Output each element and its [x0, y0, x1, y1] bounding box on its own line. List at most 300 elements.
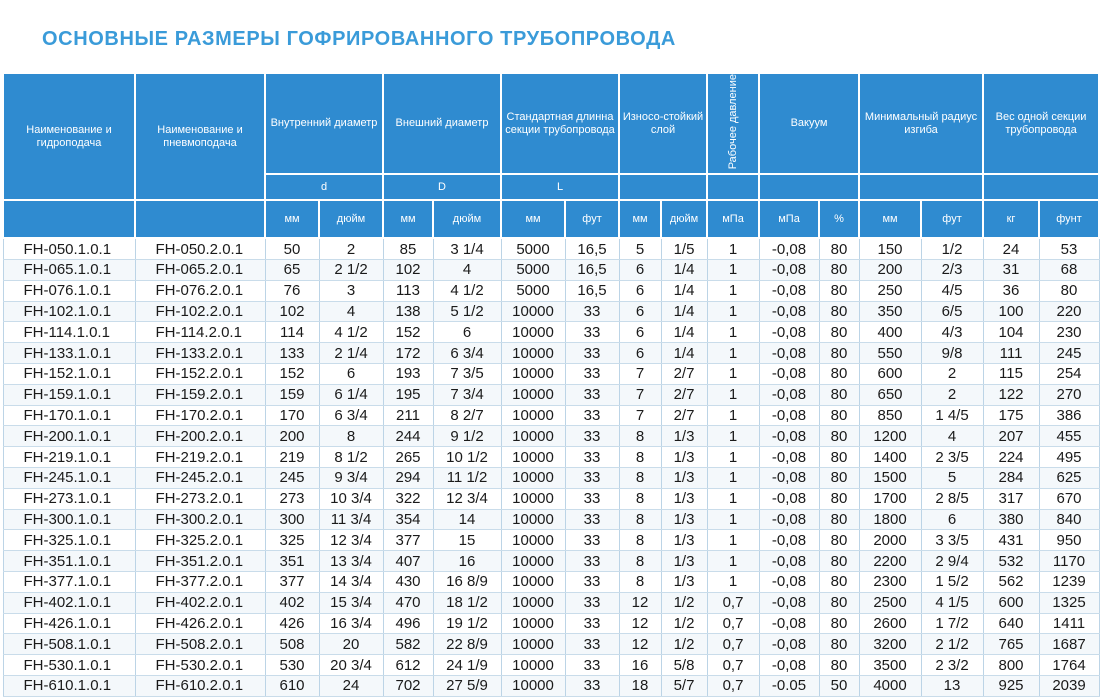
value-cell: 33: [565, 551, 619, 572]
value-cell: 80: [819, 322, 859, 343]
model-cell: FH-102.2.0.1: [135, 301, 265, 322]
table-row: [3, 364, 1099, 385]
model-cell: FH-065.1.0.1: [3, 260, 135, 281]
value-cell: 351: [265, 551, 319, 572]
value-cell: 200: [265, 426, 319, 447]
value-cell: 1 7/2: [921, 613, 983, 634]
value-cell: 4: [921, 426, 983, 447]
value-cell: 470: [383, 592, 433, 613]
value-cell: 0,7: [707, 592, 759, 613]
value-cell: 4/5: [921, 280, 983, 301]
value-cell: 6: [619, 343, 661, 364]
symbol-empty: [759, 174, 859, 200]
value-cell: 1/2: [921, 238, 983, 259]
value-cell: 612: [383, 655, 433, 676]
value-cell: 80: [819, 238, 859, 259]
value-cell: 24 1/9: [433, 655, 501, 676]
value-cell: 3 1/4: [433, 238, 501, 259]
value-cell: 530: [265, 655, 319, 676]
value-cell: 2/7: [661, 364, 707, 385]
value-cell: 377: [383, 530, 433, 551]
value-cell: 2039: [1039, 676, 1099, 697]
value-cell: 33: [565, 509, 619, 530]
value-cell: 18: [619, 676, 661, 697]
model-cell: FH-114.1.0.1: [3, 322, 135, 343]
value-cell: 2600: [859, 613, 921, 634]
value-cell: 1 5/2: [921, 572, 983, 593]
unit-cell-empty: [3, 200, 135, 238]
value-cell: 33: [565, 488, 619, 509]
unit-cell: кг: [983, 200, 1039, 238]
value-cell: 10000: [501, 530, 565, 551]
value-cell: 1: [707, 405, 759, 426]
model-cell: FH-508.1.0.1: [3, 634, 135, 655]
value-cell: 15: [433, 530, 501, 551]
value-cell: 254: [1039, 364, 1099, 385]
value-cell: 10000: [501, 509, 565, 530]
unit-cell: мм: [859, 200, 921, 238]
value-cell: 80: [819, 364, 859, 385]
value-cell: 2/3: [921, 260, 983, 281]
value-cell: 6/5: [921, 301, 983, 322]
value-cell: 10000: [501, 488, 565, 509]
value-cell: 1/3: [661, 488, 707, 509]
unit-cell: мм: [501, 200, 565, 238]
value-cell: 18 1/2: [433, 592, 501, 613]
model-cell: FH-245.2.0.1: [135, 468, 265, 489]
value-cell: 496: [383, 613, 433, 634]
header-row-units: [3, 200, 1099, 238]
value-cell: 2 3/5: [921, 447, 983, 468]
value-cell: 172: [383, 343, 433, 364]
value-cell: 1170: [1039, 551, 1099, 572]
value-cell: 85: [383, 238, 433, 259]
value-cell: 1: [707, 551, 759, 572]
table-row: [3, 572, 1099, 593]
value-cell: 1325: [1039, 592, 1099, 613]
table-row: [3, 426, 1099, 447]
value-cell: 80: [819, 405, 859, 426]
value-cell: 33: [565, 447, 619, 468]
value-cell: 12 3/4: [319, 530, 383, 551]
value-cell: -0,08: [759, 405, 819, 426]
value-cell: 195: [383, 384, 433, 405]
value-cell: 33: [565, 468, 619, 489]
value-cell: 5: [619, 238, 661, 259]
value-cell: 4 1/2: [319, 322, 383, 343]
table-row: [3, 655, 1099, 676]
model-cell: FH-076.1.0.1: [3, 280, 135, 301]
value-cell: 80: [819, 468, 859, 489]
value-cell: 68: [1039, 260, 1099, 281]
value-cell: 6: [619, 260, 661, 281]
value-cell: 950: [1039, 530, 1099, 551]
model-cell: FH-300.2.0.1: [135, 509, 265, 530]
value-cell: 224: [983, 447, 1039, 468]
model-cell: FH-219.2.0.1: [135, 447, 265, 468]
page-title: ОСНОВНЫЕ РАЗМЕРЫ ГОФРИРОВАННОГО ТРУБОПРОВОДА: [42, 28, 676, 50]
value-cell: 325: [265, 530, 319, 551]
model-cell: FH-402.2.0.1: [135, 592, 265, 613]
value-cell: 640: [983, 613, 1039, 634]
unit-cell: мПа: [707, 200, 759, 238]
value-cell: 8: [619, 572, 661, 593]
table-row: [3, 238, 1099, 259]
model-cell: FH-325.2.0.1: [135, 530, 265, 551]
symbol-D: D: [383, 174, 501, 200]
value-cell: 1: [707, 426, 759, 447]
value-cell: 115: [983, 364, 1039, 385]
value-cell: 2: [319, 238, 383, 259]
value-cell: 284: [983, 468, 1039, 489]
value-cell: 10000: [501, 447, 565, 468]
value-cell: 670: [1039, 488, 1099, 509]
value-cell: 4000: [859, 676, 921, 697]
symbol-empty: [983, 174, 1099, 200]
value-cell: 1/3: [661, 551, 707, 572]
value-cell: 14 3/4: [319, 572, 383, 593]
value-cell: 200: [859, 260, 921, 281]
value-cell: 10000: [501, 426, 565, 447]
value-cell: 50: [265, 238, 319, 259]
header-working-pressure-label: Рабочее давление: [726, 74, 739, 170]
value-cell: 10000: [501, 551, 565, 572]
value-cell: -0,08: [759, 488, 819, 509]
table-row: [3, 405, 1099, 426]
value-cell: 7 3/5: [433, 364, 501, 385]
value-cell: 15 3/4: [319, 592, 383, 613]
dimensions-table: [2, 72, 1100, 697]
value-cell: 407: [383, 551, 433, 572]
value-cell: 1800: [859, 509, 921, 530]
value-cell: 1687: [1039, 634, 1099, 655]
value-cell: 8: [619, 426, 661, 447]
value-cell: -0,08: [759, 613, 819, 634]
value-cell: 386: [1039, 405, 1099, 426]
value-cell: 80: [819, 572, 859, 593]
value-cell: 24: [983, 238, 1039, 259]
value-cell: 1: [707, 238, 759, 259]
value-cell: 2 3/2: [921, 655, 983, 676]
value-cell: -0,08: [759, 572, 819, 593]
value-cell: -0,08: [759, 468, 819, 489]
value-cell: 16 3/4: [319, 613, 383, 634]
value-cell: 5 1/2: [433, 301, 501, 322]
value-cell: 113: [383, 280, 433, 301]
value-cell: -0,08: [759, 530, 819, 551]
value-cell: 1: [707, 509, 759, 530]
value-cell: 10000: [501, 613, 565, 634]
value-cell: 431: [983, 530, 1039, 551]
table-row: [3, 530, 1099, 551]
header-wear-layer: Износо-стойкий слой: [619, 73, 707, 174]
value-cell: 65: [265, 260, 319, 281]
value-cell: 245: [265, 468, 319, 489]
value-cell: 2/7: [661, 384, 707, 405]
value-cell: 80: [819, 530, 859, 551]
value-cell: 9 1/2: [433, 426, 501, 447]
model-cell: FH-159.1.0.1: [3, 384, 135, 405]
unit-cell: фунт: [1039, 200, 1099, 238]
value-cell: 33: [565, 343, 619, 364]
value-cell: 4: [319, 301, 383, 322]
unit-cell: дюйм: [433, 200, 501, 238]
unit-cell: фут: [921, 200, 983, 238]
value-cell: 270: [1039, 384, 1099, 405]
value-cell: 50: [819, 676, 859, 697]
model-cell: FH-133.2.0.1: [135, 343, 265, 364]
value-cell: 1 4/5: [921, 405, 983, 426]
value-cell: -0,08: [759, 301, 819, 322]
model-cell: FH-508.2.0.1: [135, 634, 265, 655]
value-cell: 7 3/4: [433, 384, 501, 405]
unit-cell: дюйм: [319, 200, 383, 238]
value-cell: 80: [819, 592, 859, 613]
value-cell: 33: [565, 322, 619, 343]
model-cell: FH-114.2.0.1: [135, 322, 265, 343]
value-cell: 1/4: [661, 280, 707, 301]
model-cell: FH-426.2.0.1: [135, 613, 265, 634]
value-cell: 152: [383, 322, 433, 343]
value-cell: 10000: [501, 634, 565, 655]
value-cell: 5000: [501, 260, 565, 281]
value-cell: 925: [983, 676, 1039, 697]
value-cell: 111: [983, 343, 1039, 364]
value-cell: 532: [983, 551, 1039, 572]
model-cell: FH-273.1.0.1: [3, 488, 135, 509]
value-cell: 1239: [1039, 572, 1099, 593]
header-outer-diameter: Внешний диаметр: [383, 73, 501, 174]
value-cell: 1/3: [661, 447, 707, 468]
value-cell: 455: [1039, 426, 1099, 447]
value-cell: 219: [265, 447, 319, 468]
value-cell: 1/4: [661, 343, 707, 364]
model-cell: FH-170.2.0.1: [135, 405, 265, 426]
value-cell: 400: [859, 322, 921, 343]
table-row: [3, 343, 1099, 364]
value-cell: 350: [859, 301, 921, 322]
value-cell: 2: [921, 364, 983, 385]
model-cell: FH-351.2.0.1: [135, 551, 265, 572]
value-cell: 10 3/4: [319, 488, 383, 509]
model-cell: FH-102.1.0.1: [3, 301, 135, 322]
model-cell: FH-610.1.0.1: [3, 676, 135, 697]
value-cell: 8: [619, 551, 661, 572]
table-row: [3, 592, 1099, 613]
value-cell: 8: [619, 509, 661, 530]
table-row: [3, 260, 1099, 281]
value-cell: 10000: [501, 468, 565, 489]
value-cell: 10000: [501, 384, 565, 405]
value-cell: 4 1/5: [921, 592, 983, 613]
header-inner-diameter: Внутренний диаметр: [265, 73, 383, 174]
value-cell: 380: [983, 509, 1039, 530]
value-cell: 10000: [501, 592, 565, 613]
value-cell: 2500: [859, 592, 921, 613]
value-cell: 230: [1039, 322, 1099, 343]
table-row: [3, 676, 1099, 697]
value-cell: 102: [383, 260, 433, 281]
value-cell: 0,7: [707, 676, 759, 697]
value-cell: -0,08: [759, 592, 819, 613]
value-cell: -0,08: [759, 426, 819, 447]
value-cell: 300: [265, 509, 319, 530]
value-cell: 80: [819, 260, 859, 281]
value-cell: 1: [707, 322, 759, 343]
value-cell: 0,7: [707, 613, 759, 634]
value-cell: 402: [265, 592, 319, 613]
value-cell: 220: [1039, 301, 1099, 322]
value-cell: 765: [983, 634, 1039, 655]
value-cell: 16,5: [565, 238, 619, 259]
value-cell: 2 1/2: [921, 634, 983, 655]
value-cell: 80: [819, 301, 859, 322]
value-cell: 2300: [859, 572, 921, 593]
value-cell: 80: [819, 634, 859, 655]
value-cell: 610: [265, 676, 319, 697]
value-cell: 9 3/4: [319, 468, 383, 489]
value-cell: 6 3/4: [433, 343, 501, 364]
model-cell: FH-133.1.0.1: [3, 343, 135, 364]
value-cell: 170: [265, 405, 319, 426]
value-cell: 11 1/2: [433, 468, 501, 489]
value-cell: 8: [619, 530, 661, 551]
value-cell: 6: [921, 509, 983, 530]
value-cell: 1/3: [661, 426, 707, 447]
value-cell: 1/4: [661, 322, 707, 343]
value-cell: 1: [707, 572, 759, 593]
value-cell: 10000: [501, 364, 565, 385]
value-cell: 3500: [859, 655, 921, 676]
model-cell: FH-610.2.0.1: [135, 676, 265, 697]
value-cell: -0.05: [759, 676, 819, 697]
value-cell: 10000: [501, 301, 565, 322]
value-cell: 1: [707, 280, 759, 301]
value-cell: 1: [707, 468, 759, 489]
value-cell: -0,08: [759, 260, 819, 281]
model-cell: FH-200.1.0.1: [3, 426, 135, 447]
value-cell: 207: [983, 426, 1039, 447]
model-cell: FH-170.1.0.1: [3, 405, 135, 426]
value-cell: 8: [619, 447, 661, 468]
value-cell: 24: [319, 676, 383, 697]
value-cell: 100: [983, 301, 1039, 322]
value-cell: 80: [819, 447, 859, 468]
value-cell: 8: [319, 426, 383, 447]
value-cell: 1: [707, 260, 759, 281]
value-cell: 6: [433, 322, 501, 343]
value-cell: 33: [565, 364, 619, 385]
value-cell: 0,7: [707, 655, 759, 676]
model-cell: FH-245.1.0.1: [3, 468, 135, 489]
value-cell: 8 2/7: [433, 405, 501, 426]
value-cell: 508: [265, 634, 319, 655]
value-cell: 4 1/2: [433, 280, 501, 301]
value-cell: 11 3/4: [319, 509, 383, 530]
value-cell: 250: [859, 280, 921, 301]
value-cell: 33: [565, 572, 619, 593]
value-cell: 27 5/9: [433, 676, 501, 697]
table-row: [3, 280, 1099, 301]
value-cell: 133: [265, 343, 319, 364]
value-cell: 0,7: [707, 634, 759, 655]
value-cell: 5/8: [661, 655, 707, 676]
value-cell: 2 9/4: [921, 551, 983, 572]
value-cell: 80: [819, 488, 859, 509]
value-cell: 245: [1039, 343, 1099, 364]
value-cell: 430: [383, 572, 433, 593]
value-cell: 80: [819, 343, 859, 364]
value-cell: 1411: [1039, 613, 1099, 634]
value-cell: 10 1/2: [433, 447, 501, 468]
value-cell: 20: [319, 634, 383, 655]
value-cell: 317: [983, 488, 1039, 509]
value-cell: 16: [619, 655, 661, 676]
value-cell: 80: [819, 613, 859, 634]
value-cell: -0,08: [759, 655, 819, 676]
value-cell: 2/7: [661, 405, 707, 426]
value-cell: -0,08: [759, 343, 819, 364]
value-cell: 10000: [501, 676, 565, 697]
value-cell: 582: [383, 634, 433, 655]
value-cell: 562: [983, 572, 1039, 593]
value-cell: 4/3: [921, 322, 983, 343]
value-cell: 1/3: [661, 530, 707, 551]
unit-cell: дюйм: [661, 200, 707, 238]
model-cell: FH-065.2.0.1: [135, 260, 265, 281]
value-cell: 1: [707, 384, 759, 405]
value-cell: 10000: [501, 655, 565, 676]
value-cell: 33: [565, 530, 619, 551]
value-cell: 19 1/2: [433, 613, 501, 634]
value-cell: 1/4: [661, 301, 707, 322]
value-cell: 265: [383, 447, 433, 468]
value-cell: 33: [565, 405, 619, 426]
value-cell: 33: [565, 634, 619, 655]
value-cell: 80: [819, 384, 859, 405]
value-cell: 1: [707, 301, 759, 322]
model-cell: FH-530.1.0.1: [3, 655, 135, 676]
value-cell: 2 1/4: [319, 343, 383, 364]
unit-cell: мм: [619, 200, 661, 238]
value-cell: 80: [819, 509, 859, 530]
value-cell: 1/3: [661, 468, 707, 489]
value-cell: 8: [619, 488, 661, 509]
model-cell: FH-325.1.0.1: [3, 530, 135, 551]
value-cell: 22 8/9: [433, 634, 501, 655]
value-cell: 1200: [859, 426, 921, 447]
value-cell: 5000: [501, 238, 565, 259]
value-cell: 159: [265, 384, 319, 405]
model-cell: FH-219.1.0.1: [3, 447, 135, 468]
value-cell: 12: [619, 592, 661, 613]
value-cell: 12 3/4: [433, 488, 501, 509]
value-cell: 6: [619, 301, 661, 322]
value-cell: 33: [565, 655, 619, 676]
value-cell: 80: [819, 551, 859, 572]
model-cell: FH-050.1.0.1: [3, 238, 135, 259]
value-cell: 138: [383, 301, 433, 322]
value-cell: -0,08: [759, 364, 819, 385]
table-row: [3, 509, 1099, 530]
value-cell: 16,5: [565, 280, 619, 301]
value-cell: 1700: [859, 488, 921, 509]
symbol-empty: [619, 174, 707, 200]
value-cell: 377: [265, 572, 319, 593]
table-row: [3, 322, 1099, 343]
value-cell: 33: [565, 592, 619, 613]
table-row: [3, 551, 1099, 572]
